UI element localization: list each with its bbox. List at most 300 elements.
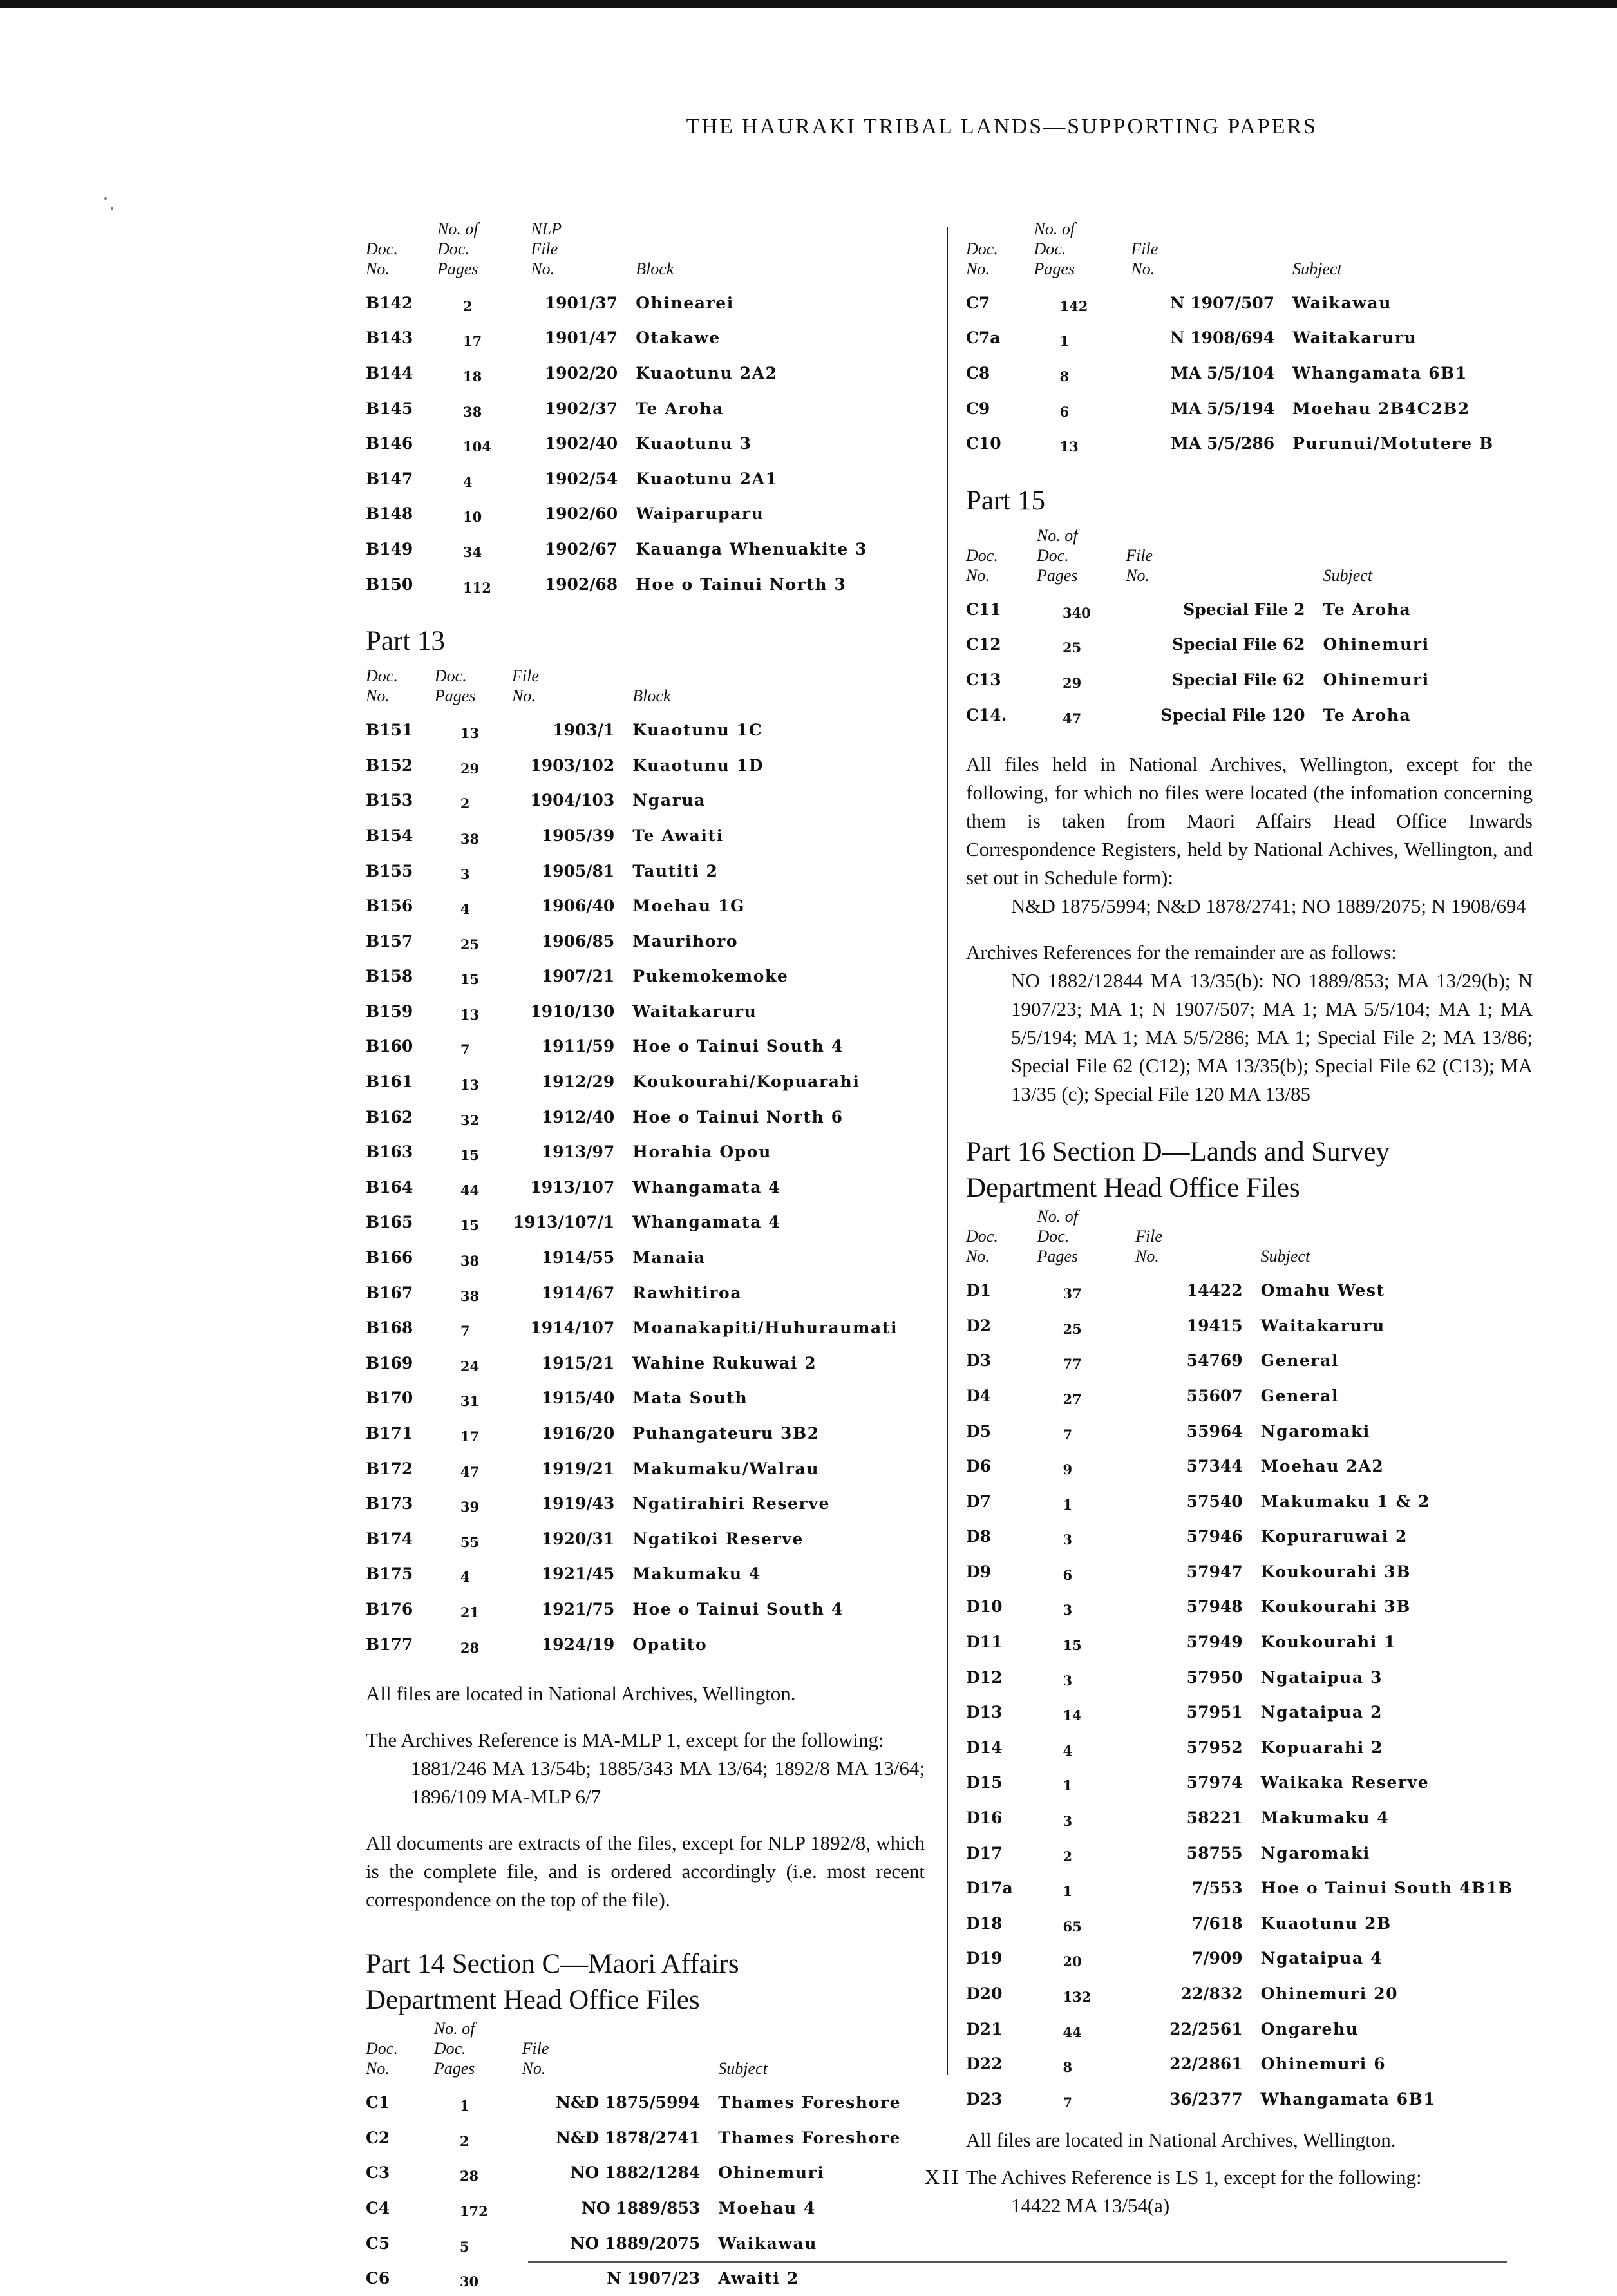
table-row	[366, 1029, 925, 1065]
doc-pages: 9	[1063, 1461, 1073, 1478]
table-header-row	[366, 2018, 925, 2085]
block-subject: Thames Foreshore	[718, 2093, 902, 2112]
doc-no: C3	[366, 2163, 390, 2183]
scan-speck	[104, 197, 107, 200]
doc-no: C6	[366, 2269, 390, 2288]
left-column	[366, 219, 925, 2296]
table-row	[366, 531, 925, 567]
doc-pages: 15	[460, 1217, 480, 1234]
block-subject: Makumaku 1 & 2	[1260, 1492, 1431, 1511]
doc-no: D5	[966, 1421, 992, 1441]
block-subject: Wahine Rukuwai 2	[632, 1353, 817, 1372]
table-row	[966, 1941, 1533, 1977]
file-no: 1906/40	[541, 897, 615, 916]
doc-no: B155	[366, 861, 413, 880]
file-no: 57540	[1186, 1492, 1243, 1511]
table-row	[366, 1486, 925, 1521]
file-no: 1903/102	[530, 755, 615, 775]
table-row	[366, 853, 925, 889]
table-row	[366, 748, 925, 783]
table-row	[366, 1134, 925, 1170]
doc-no: B160	[366, 1037, 413, 1056]
table-row	[966, 321, 1533, 356]
doc-pages: 39	[460, 1499, 480, 1515]
block-subject: Horahia Opou	[632, 1143, 771, 1162]
table-row	[966, 2046, 1533, 2082]
doc-pages: 29	[460, 760, 480, 777]
part16-title	[966, 1134, 1533, 1206]
doc-pages: 3	[1063, 1532, 1073, 1548]
doc-pages: 3	[1063, 1602, 1073, 1618]
block-subject: Moehau 2A2	[1260, 1457, 1385, 1476]
doc-no-header: Doc. No.	[966, 240, 998, 278]
table-row	[366, 1345, 925, 1381]
file-no: 1921/45	[541, 1564, 615, 1584]
file-no: 1913/97	[541, 1143, 615, 1162]
table-row	[966, 1660, 1533, 1695]
block-subject: Ngaromaki	[1260, 1843, 1370, 1863]
table-header-row	[366, 666, 925, 712]
part15-title: Part 15	[966, 485, 1046, 516]
table-row	[966, 356, 1533, 391]
part15-note-archives: Archives References for the remainder are as follows:	[966, 941, 1397, 964]
doc-pages: 38	[460, 1253, 480, 1269]
file-no: 1905/81	[541, 861, 615, 880]
doc-no: D17	[966, 1843, 1003, 1863]
file-no: 1915/21	[541, 1353, 615, 1372]
part15-note-archives-list: NO 1882/12844 MA 13/35(b): NO 1889/853; MA 13/29(b); N 1907/23; MA 1; N 1907/507; MA 1; MA 5/5/104; MA 1; MA 5/5/194; MA 1; MA 5/5/286; MA 1; Special File 2; MA 13/86; Special File 62 (C12); MA 13/35(b); Special File 62 (C13); MA 13/35 (c); Special File 120 MA 13/85	[1011, 969, 1533, 1106]
block-subject: Whangamata 4	[632, 1213, 781, 1232]
doc-no: B159	[366, 1001, 413, 1021]
file-no: MA 5/5/104	[1171, 363, 1275, 383]
block-subject: Puhangateuru 3B2	[632, 1424, 820, 1443]
doc-no: D1	[966, 1281, 992, 1300]
table-row	[966, 1906, 1533, 1941]
table-row	[966, 1554, 1533, 1589]
file-no: 1902/68	[544, 574, 618, 594]
pages-header: Doc. Pages	[434, 667, 476, 706]
doc-pages: 2	[463, 298, 473, 314]
doc-pages: 17	[463, 333, 482, 350]
table-header-row	[966, 526, 1533, 592]
doc-pages: 3	[1063, 1672, 1073, 1689]
file-no: 1914/67	[541, 1283, 615, 1302]
doc-pages: 65	[1063, 1918, 1082, 1935]
doc-no: B165	[366, 1213, 413, 1232]
doc-no: B175	[366, 1564, 413, 1584]
doc-pages: 13	[460, 1006, 480, 1023]
doc-no: B157	[366, 931, 413, 951]
doc-no: B176	[366, 1599, 413, 1618]
table-row	[366, 1521, 925, 1557]
block-subject: Moehau 2B4C2B2	[1292, 399, 1470, 418]
table-row	[366, 1627, 925, 1662]
part15-note-location: All files held in National Archives, Wellington, except for the following, for which no files were located (the infomation concerning them is taken from Maori Affairs Head Office Inwards Correspondence Registers, held by National Achives, Wellington, and set out in Schedule form):	[966, 753, 1533, 889]
doc-pages: 13	[1059, 439, 1079, 455]
block-subject: Koukourahi 3B	[1260, 1597, 1411, 1617]
file-no: 58755	[1186, 1843, 1243, 1863]
block-subject: Pukemokemoke	[632, 967, 789, 986]
doc-no: D8	[966, 1527, 992, 1546]
doc-pages: 340	[1062, 604, 1091, 621]
doc-no: B174	[366, 1529, 413, 1548]
file-no: 7/909	[1191, 1949, 1243, 1968]
table-row	[966, 1448, 1533, 1484]
block-subject: Koukourahi/Kopuarahi	[632, 1072, 860, 1092]
table-row	[366, 818, 925, 853]
file-no: 1901/37	[544, 293, 618, 312]
file-no: 57952	[1186, 1738, 1243, 1757]
table-row	[966, 1694, 1533, 1730]
table-row	[966, 2011, 1533, 2047]
doc-pages: 7	[1063, 2094, 1073, 2111]
table-row	[966, 1976, 1533, 2011]
table-row	[366, 888, 925, 924]
block-subject: Kuaotunu 3	[636, 434, 752, 453]
subject-header: Block	[632, 687, 671, 706]
block-subject: Te Awaiti	[632, 826, 724, 845]
table-row	[366, 1381, 925, 1416]
part12-table	[366, 219, 925, 602]
file-no: 57974	[1186, 1773, 1243, 1792]
part13-note-location: All files are located in National Archives, Wellington.	[366, 1682, 796, 1705]
file-no-header: NLP File No.	[531, 220, 562, 278]
block-subject: Tautiti 2	[632, 861, 719, 880]
part16-title-line2: Department Head Office Files	[966, 1173, 1300, 1204]
doc-pages: 30	[459, 2273, 479, 2290]
block-subject: Koukourahi 1	[1260, 1633, 1397, 1652]
file-no: Special File 62	[1171, 670, 1305, 689]
doc-pages: 44	[460, 1182, 480, 1199]
table-row	[366, 2085, 925, 2120]
doc-no: B163	[366, 1143, 413, 1162]
scan-speck	[111, 207, 113, 210]
table-row	[366, 1451, 925, 1486]
doc-pages: 172	[459, 2203, 488, 2219]
table-row	[366, 1310, 925, 1345]
file-no: 1903/1	[553, 721, 615, 740]
doc-pages: 44	[1063, 2024, 1082, 2040]
doc-no: C14.	[966, 705, 1007, 725]
file-no: 1911/59	[541, 1037, 615, 1056]
table-row	[366, 1275, 925, 1311]
table-row	[966, 1519, 1533, 1555]
file-no: 1914/55	[541, 1248, 615, 1267]
file-no: 57344	[1186, 1457, 1243, 1476]
block-subject: Ngataipua 3	[1260, 1667, 1383, 1687]
table-row	[366, 1240, 925, 1275]
block-subject: Awaiti 2	[718, 2269, 799, 2288]
file-no: N 1907/507	[1169, 293, 1275, 312]
table-header-row	[966, 1206, 1533, 1273]
table-row	[966, 1765, 1533, 1801]
table-row	[366, 461, 925, 497]
block-subject: Omahu West	[1260, 1281, 1385, 1300]
file-no: 1913/107	[530, 1177, 615, 1197]
doc-pages: 2	[1063, 1848, 1073, 1864]
doc-no: C5	[366, 2234, 390, 2253]
doc-no: B166	[366, 1248, 413, 1267]
pages-header: No. of Doc. Pages	[1036, 526, 1078, 585]
doc-pages: 1	[1063, 1778, 1073, 1794]
subject-header: Subject	[1292, 260, 1342, 278]
table-row	[366, 285, 925, 321]
block-subject: Moanakapiti/Huhuraumati	[632, 1318, 898, 1338]
doc-pages: 5	[459, 2238, 469, 2255]
doc-no: B153	[366, 791, 413, 810]
table-row	[966, 1589, 1533, 1625]
block-subject: Waikawau	[1292, 293, 1392, 312]
page-number: XII	[925, 2165, 961, 2188]
block-subject: Kopuarahi 2	[1260, 1738, 1384, 1757]
doc-no: D14	[966, 1738, 1003, 1757]
block-subject: Waitakaruru	[632, 1001, 757, 1021]
doc-no: C8	[966, 363, 990, 383]
doc-no: C7	[966, 293, 990, 312]
subject-header: Subject	[718, 2059, 768, 2078]
file-no: N&D 1875/5994	[556, 2093, 701, 2112]
doc-no: B149	[366, 539, 413, 558]
file-no: 57946	[1186, 1527, 1243, 1546]
part15-note-location-list: N&D 1875/5994; N&D 1878/2741; NO 1889/2075; N 1908/694	[1011, 895, 1526, 918]
file-no: 1902/20	[544, 363, 618, 383]
file-no: Special File 2	[1183, 600, 1305, 619]
block-subject: Ohinemuri 6	[1260, 2054, 1386, 2074]
table-row	[366, 567, 925, 602]
doc-pages: 4	[460, 901, 470, 918]
file-no-header: File No.	[1131, 240, 1158, 278]
file-no: 7/618	[1191, 1913, 1243, 1933]
table-row	[966, 1378, 1533, 1414]
doc-pages: 77	[1063, 1356, 1082, 1372]
doc-pages: 38	[463, 403, 482, 420]
doc-no-header: Doc. No.	[366, 2039, 398, 2078]
table-row	[966, 1308, 1533, 1343]
block-subject: Koukourahi 3B	[1260, 1562, 1411, 1581]
block-subject: Ohinearei	[636, 293, 734, 312]
pages-header: No. of Doc. Pages	[1037, 1207, 1079, 1266]
part14-title-line2: Department Head Office Files	[366, 1985, 700, 2016]
file-no: 1919/21	[541, 1459, 615, 1478]
block-subject: Ngaromaki	[1260, 1421, 1370, 1441]
block-subject: Whangamata 6B1	[1260, 2089, 1436, 2109]
table-row	[366, 924, 925, 959]
file-no: 1902/60	[544, 504, 618, 524]
table-row	[366, 783, 925, 819]
file-no: N&D 1878/2741	[556, 2128, 701, 2147]
file-no: 7/553	[1191, 1879, 1243, 1898]
block-subject: Purunui/Motutere B	[1292, 434, 1494, 453]
doc-no: B150	[366, 574, 413, 594]
file-no-header: File No.	[1126, 546, 1153, 585]
block-subject: Ngataipua 2	[1260, 1703, 1383, 1722]
doc-pages: 18	[463, 368, 482, 384]
block-subject: Te Aroha	[1323, 600, 1412, 619]
doc-no: C2	[366, 2128, 390, 2147]
file-no: 1924/19	[541, 1635, 615, 1654]
file-no: Special File 120	[1160, 705, 1305, 725]
doc-no: D18	[966, 1913, 1003, 1933]
part14-table-continued	[966, 219, 1533, 461]
block-subject: Moehau 4	[718, 2198, 816, 2217]
table-row	[966, 1414, 1533, 1449]
block-subject: Ohinemuri	[718, 2163, 825, 2183]
doc-no: B142	[366, 293, 413, 312]
doc-no: D21	[966, 2019, 1003, 2038]
block-subject: Maurihoro	[632, 931, 739, 951]
doc-pages: 25	[460, 936, 480, 953]
doc-pages: 8	[1063, 2059, 1073, 2076]
doc-pages: 38	[460, 830, 480, 847]
file-no: 1912/29	[541, 1072, 615, 1092]
table-row	[366, 2226, 925, 2261]
doc-no: B145	[366, 399, 413, 418]
block-subject: Waikaka Reserve	[1260, 1773, 1430, 1792]
block-subject: Hoe o Tainui South 4B1B	[1260, 1879, 1513, 1898]
doc-pages: 29	[1062, 674, 1082, 691]
doc-pages: 2	[460, 795, 470, 812]
pages-header: No. of Doc. Pages	[1034, 220, 1075, 278]
file-no-header: File No.	[1135, 1227, 1162, 1266]
doc-no-header: Doc. No.	[366, 240, 398, 278]
file-no: 36/2377	[1169, 2089, 1243, 2109]
table-row	[366, 426, 925, 461]
table-row	[366, 959, 925, 994]
doc-pages: 32	[460, 1112, 480, 1128]
part16-table	[966, 1206, 1533, 2116]
block-subject: Thames Foreshore	[718, 2128, 902, 2147]
subject-header: Block	[636, 260, 674, 278]
doc-pages: 112	[463, 579, 491, 596]
table-row	[966, 1836, 1533, 1871]
table-row	[966, 426, 1533, 461]
block-subject: Kauanga Whenuakite 3	[636, 539, 868, 558]
part16-note-archives-list: 14422 MA 13/54(a)	[1011, 2194, 1170, 2217]
doc-no: B158	[366, 967, 413, 986]
doc-pages: 132	[1063, 1989, 1092, 2006]
file-no: 1914/107	[530, 1318, 615, 1338]
block-subject: Hoe o Tainui North 6	[632, 1107, 844, 1126]
doc-pages: 31	[460, 1393, 480, 1410]
doc-pages: 47	[460, 1463, 480, 1480]
block-subject: Waitakaruru	[1292, 328, 1417, 348]
doc-pages: 14	[1063, 1707, 1082, 1724]
file-no-header: File No.	[512, 667, 539, 706]
column-divider	[947, 227, 948, 2075]
table-row	[366, 1170, 925, 1205]
block-subject: Makumaku/Walrau	[632, 1459, 820, 1478]
block-subject: Ngataipua 4	[1260, 1949, 1383, 1968]
doc-pages: 20	[1063, 1953, 1082, 1970]
file-no: Special File 62	[1171, 635, 1305, 654]
block-subject: Te Aroha	[636, 399, 724, 418]
part14-title	[366, 1946, 925, 2018]
block-subject: Ngarua	[632, 791, 706, 810]
table-row	[966, 662, 1533, 697]
doc-no: B162	[366, 1107, 413, 1126]
doc-no: C9	[966, 399, 990, 418]
table-row	[366, 497, 925, 532]
doc-no-header: Doc. No.	[966, 546, 998, 585]
file-no: 1907/21	[541, 967, 615, 986]
doc-pages: 17	[460, 1428, 480, 1445]
table-header-row	[966, 219, 1533, 285]
doc-no: C1	[366, 2093, 390, 2112]
file-no: 1902/67	[544, 539, 618, 558]
block-subject: Ngatikoi Reserve	[632, 1529, 804, 1548]
file-no: 1915/40	[541, 1389, 615, 1408]
doc-pages: 6	[1059, 403, 1070, 420]
block-subject: Opatito	[632, 1635, 708, 1654]
block-subject: Ongarehu	[1260, 2019, 1359, 2038]
file-no: 1906/85	[541, 931, 615, 951]
file-no: 1904/103	[530, 791, 615, 810]
file-no: NO 1882/1284	[570, 2163, 701, 2183]
block-subject: Whangamata 4	[632, 1177, 781, 1197]
file-no: N 1907/23	[607, 2269, 701, 2288]
doc-pages: 15	[460, 971, 480, 988]
part13-note-extracts: All documents are extracts of the files, except for NLP 1892/8, which is the complete file, and is ordered accordingly (i.e. most recent correspondence on the top of the file).	[366, 1832, 925, 1912]
doc-no: D20	[966, 1984, 1003, 2004]
block-subject: Otakawe	[636, 328, 721, 348]
block-subject: Kopuraruwai 2	[1260, 1527, 1408, 1546]
table-row	[966, 1624, 1533, 1660]
file-no: 55964	[1186, 1421, 1243, 1441]
table-row	[966, 1484, 1533, 1519]
file-no: MA 5/5/194	[1171, 399, 1275, 418]
doc-pages: 4	[463, 473, 473, 490]
doc-no: B143	[366, 328, 413, 348]
table-row	[966, 391, 1533, 426]
block-subject: Hoe o Tainui North 3	[636, 574, 847, 594]
block-subject: Waiparuparu	[636, 504, 764, 524]
doc-no: C11	[966, 600, 1001, 619]
file-no: 1913/107/1	[513, 1213, 615, 1232]
part16-note-archives: The Achives Reference is LS 1, except for the following:	[966, 2165, 1422, 2188]
doc-pages: 7	[460, 1323, 470, 1340]
file-no: N 1908/694	[1169, 328, 1275, 348]
file-no: 22/2561	[1169, 2019, 1243, 2038]
doc-no: C7a	[966, 328, 1001, 348]
doc-pages: 1	[1063, 1883, 1073, 1900]
doc-no: B161	[366, 1072, 413, 1092]
doc-no: C13	[966, 670, 1001, 689]
block-subject: Ohinemuri 20	[1260, 1984, 1399, 2004]
block-subject: Makumaku 4	[632, 1564, 761, 1584]
part16-note-location: All files are located in National Archives, Wellington.	[966, 2128, 1396, 2151]
part13-note-archives-list: 1881/246 MA 13/54b; 1885/343 MA 13/64; 1892/8 MA 13/64; 1896/109 MA-MLP 6/7	[411, 1757, 925, 1808]
part13-title: Part 13	[366, 626, 446, 657]
table-row	[366, 1416, 925, 1451]
table-row	[366, 1064, 925, 1099]
file-no: 54769	[1186, 1351, 1243, 1371]
file-no: 57950	[1186, 1667, 1243, 1687]
table-row	[966, 1800, 1533, 1836]
table-header-row	[366, 219, 925, 285]
pages-header: No. of Doc. Pages	[437, 220, 478, 278]
file-no: 57947	[1186, 1562, 1243, 1581]
file-no: 22/832	[1180, 1984, 1243, 2004]
file-no: 1910/130	[530, 1001, 615, 1021]
part15-table	[966, 526, 1533, 732]
doc-no: D2	[966, 1316, 992, 1335]
doc-pages: 7	[1063, 1426, 1073, 1443]
doc-pages: 10	[463, 509, 482, 526]
doc-no: B152	[366, 755, 413, 775]
doc-no: B171	[366, 1424, 413, 1443]
doc-no: B168	[366, 1318, 413, 1338]
table-row	[366, 994, 925, 1029]
